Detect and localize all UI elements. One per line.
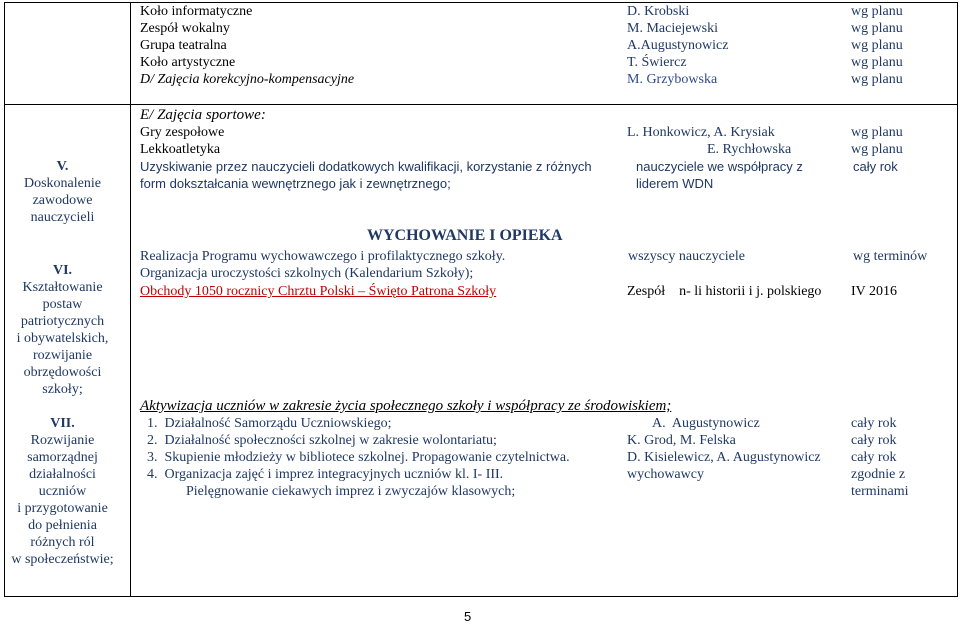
section-vii-title-line: różnych ról	[30, 535, 95, 550]
section-vii-title-line: Rozwijanie	[30, 433, 95, 448]
section-vii-item-person: D. Kisielewicz, A. Augustynowicz	[627, 450, 821, 465]
section-vii-title-line: samorządnej	[27, 450, 98, 465]
section-vii-title-line: w społeczeństwie;	[11, 552, 114, 567]
section-vii-heading: Aktywizacja uczniów w zakresie życia społecznego szkoły i współpracy ze środowiskiem;	[140, 398, 672, 414]
section-v-title-line: Doskonalenie	[24, 176, 101, 191]
section-vi-row1-time: wg terminów	[853, 249, 928, 264]
section-vii-item-time: cały rok	[851, 416, 897, 431]
section-v-person: liderem WDN	[636, 176, 714, 191]
section-vii-item-person: wychowawcy	[627, 467, 704, 482]
section-v-title-line: zawodowe	[32, 193, 93, 208]
section-vi-row2-task: Organizacja uroczystości szkolnych (Kalendarium Szkoły);	[140, 266, 474, 281]
section-vii-item-time: cały rok	[851, 433, 897, 448]
section-v-title-line: nauczycieli	[30, 210, 95, 225]
section-vi-title-line: postaw	[42, 297, 83, 312]
section-v-task: Uzyskiwanie przez nauczycieli dodatkowych kwalifikacji, korzystanie z różnych	[140, 159, 592, 174]
section-vii-item-task: 4. Organizacja zajęć i imprez integracyjnych uczniów kl. I- III.	[147, 467, 504, 482]
section-vii-item-task-continued: Pielęgnowanie ciekawych imprez i zwyczajów klasowych;	[186, 484, 516, 499]
table-divider	[4, 104, 958, 105]
section-vi-row3-time: IV 2016	[851, 284, 898, 299]
top-row-person: A.Augustynowicz	[627, 38, 729, 53]
section-vi-title-line: i obywatelskich,	[16, 331, 109, 346]
section-v-number: V.	[56, 159, 69, 174]
table-right-border	[957, 2, 958, 597]
main-heading: WYCHOWANIE I OPIEKA	[367, 227, 563, 244]
section-vii-item-time-continued: terminami	[851, 484, 909, 499]
section-vii-item-time: zgodnie z	[851, 467, 906, 482]
section-vii-title-line: działalności	[29, 467, 96, 482]
sport-row-person: E. Rychłowska	[707, 142, 792, 157]
top-row-person: T. Świercz	[627, 55, 687, 70]
top-row-activity: Grupa teatralna	[140, 38, 227, 53]
section-vii-item-time: cały rok	[851, 450, 897, 465]
top-row-activity: D/ Zajęcia korekcyjno-kompensacyjne	[140, 72, 355, 87]
top-row-activity: Koło informatyczne	[140, 4, 253, 19]
top-row-time: wg planu	[851, 4, 903, 19]
table-column-divider	[130, 2, 131, 597]
section-vii-item-person: K. Grod, M. Felska	[627, 433, 736, 448]
sport-row-time: wg planu	[851, 142, 903, 157]
section-vii-number: VII.	[50, 416, 75, 431]
section-vi-row3-task: Obchody 1050 rocznicy Chrztu Polski – Święto Patrona Szkoły	[140, 284, 497, 299]
section-vi-title-line: patriotycznych	[20, 314, 105, 329]
section-v-time: cały rok	[853, 159, 898, 174]
section-vi-title-line: Kształtowanie	[22, 280, 103, 295]
top-row-person: D. Krobski	[627, 4, 690, 19]
section-v-task: form dokształcania wewnętrznego jak i zewnętrznego;	[140, 176, 451, 191]
top-row-person: M. Maciejewski	[627, 21, 718, 36]
sport-row-person: L. Honkowicz, A. Krysiak	[627, 125, 775, 140]
section-vi-title-line: obrzędowości	[23, 365, 102, 380]
sport-row-time: wg planu	[851, 125, 903, 140]
section-vii-item-task: 1. Działalność Samorządu Uczniowskiego;	[147, 416, 392, 431]
section-vii-item-person: A. Augustynowicz	[652, 416, 760, 431]
sport-row-activity: Lekkoatletyka	[140, 142, 221, 157]
section-vii-title-line: uczniów	[38, 484, 87, 499]
page-number: 5	[464, 609, 472, 624]
sport-row-activity: Gry zespołowe	[140, 125, 225, 140]
section-vii-title-line: i przygotowanie	[17, 501, 108, 516]
top-row-activity: Koło artystyczne	[140, 55, 236, 70]
top-row-time: wg planu	[851, 72, 903, 87]
section-vi-row1-person: wszyscy nauczyciele	[628, 249, 745, 264]
section-vi-row3-person: Zespół n- li historii i j. polskiego	[627, 284, 822, 299]
top-row-time: wg planu	[851, 55, 903, 70]
top-row-activity: Zespół wokalny	[140, 21, 230, 36]
section-vi-title-line: szkoły;	[42, 382, 83, 397]
sport-heading: E/ Zajęcia sportowe:	[140, 107, 266, 123]
section-v-person: nauczyciele we współpracy z	[636, 159, 803, 174]
section-vii-item-task: 3. Skupienie młodzieży w bibliotece szkolnej. Propagowanie czytelnictwa.	[147, 450, 570, 465]
section-vii-item-task: 2. Działalność społeczności szkolnej w zakresie wolontariatu;	[147, 433, 497, 448]
section-vi-title-line: rozwijanie	[32, 348, 93, 363]
section-vi-number: VI.	[52, 263, 73, 278]
top-row-person: M. Grzybowska	[627, 72, 718, 87]
top-row-time: wg planu	[851, 38, 903, 53]
table-bottom-border	[4, 596, 958, 597]
section-vii-title-line: do pełnienia	[28, 518, 97, 533]
section-vi-row1-task: Realizacja Programu wychowawczego i profilaktycznego szkoły.	[140, 249, 506, 264]
top-row-time: wg planu	[851, 21, 903, 36]
